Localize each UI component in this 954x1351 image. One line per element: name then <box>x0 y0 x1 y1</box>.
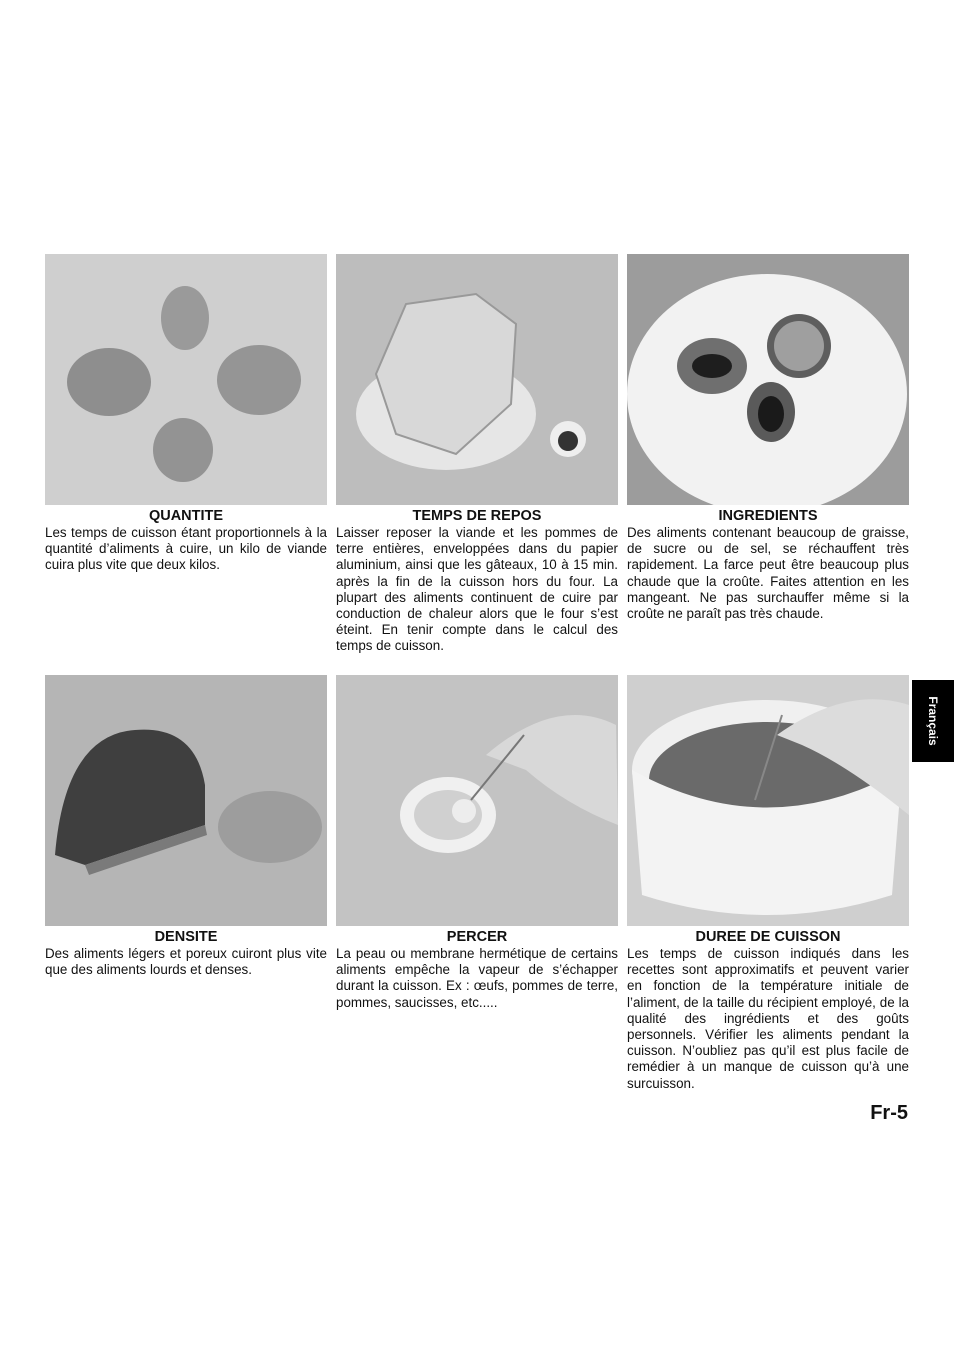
section-title: DUREE DE CUISSON <box>695 929 841 945</box>
section-title: INGREDIENTS <box>718 508 818 524</box>
language-tab-label: Français <box>926 696 940 746</box>
section-percer <box>336 675 618 1011</box>
section-ingredients <box>627 254 909 622</box>
section-title: TEMPS DE REPOS <box>412 508 542 524</box>
section-title: PERCER <box>446 929 508 945</box>
section-duree-de-cuisson <box>627 675 909 1092</box>
section-temps-de-repos <box>336 254 618 655</box>
section-text: Les temps de cuisson étant proportionnels à la quantité d’aliments à cuire, un kilo de viande cuira plus vite que deux kilos. <box>45 525 327 573</box>
page-number: Fr-5 <box>870 1102 908 1124</box>
piercing-egg-yolk-photo <box>336 675 618 926</box>
pastries-on-plate-photo <box>627 254 909 505</box>
section-text: Laisser reposer la viande et les pommes de terre entières, enveloppées dans du papier aluminium, ainsi que les gâteaux, 10 à 15 min. après la fin de la cuisson hors du four. La plupart des aliments continuent de cuire par conduction de chaleur alors que le four s’est éteint. En tenir compte dans le calcul des temps de cuisson. <box>336 525 618 654</box>
language-tab <box>912 680 954 762</box>
bread-and-potato-photo <box>45 675 327 926</box>
section-title: QUANTITE <box>148 508 224 524</box>
section-text: Les temps de cuisson indiqués dans les recettes sont approximatifs et peuvent varier en fonction de la température initiale de l’aliment, de la taille du récipient employé, de la qualité des ingrédients et des goûts personnels. Vérifier les aliments pendant la cuisson. N’oubliez pas qu’il est plus facile de remédier à un manque de cuisson qu’à une surcuisson. <box>627 946 909 1091</box>
section-text: Des aliments contenant beaucoup de graisse, de sucre ou de sel, se réchauffent très rapidement. La farce peut être beaucoup plus chaude que la croûte. Faites attention en les mangeant. Ne pas surchauffer même si la croûte ne paraît pas très chaude. <box>627 525 909 622</box>
section-title: DENSITE <box>154 929 218 945</box>
potatoes-photo <box>45 254 327 505</box>
testing-cake-photo <box>627 675 909 926</box>
section-quantite <box>45 254 327 574</box>
section-densite <box>45 675 327 978</box>
foil-wrapped-food-photo <box>336 254 618 505</box>
section-text: La peau ou membrane hermétique de certains aliments empêche la vapeur de s’échapper durant la cuisson. Ex : œufs, pommes de terre, pommes, saucisses, etc..... <box>336 946 618 1010</box>
section-text: Des aliments légers et poreux cuiront plus vite que des aliments lourds et denses. <box>45 946 327 978</box>
